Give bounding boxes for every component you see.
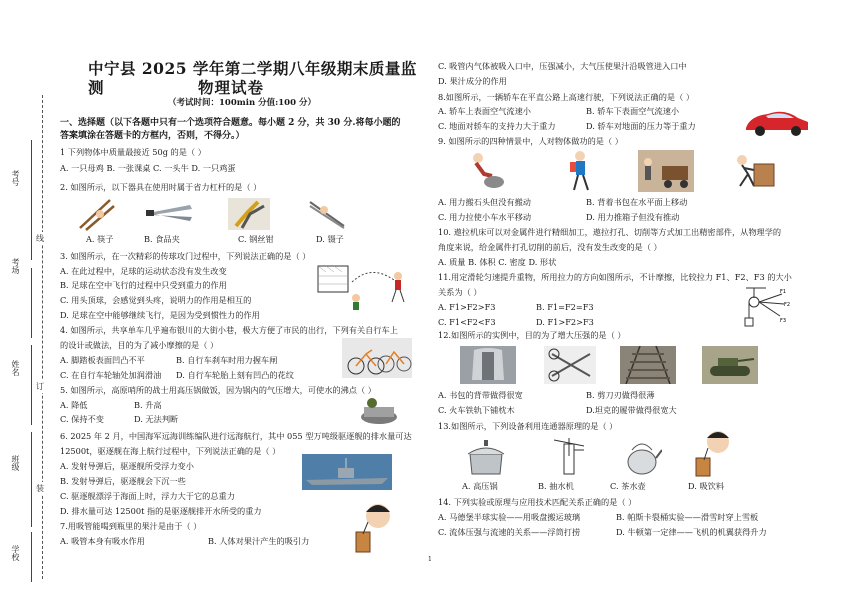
football-pass-image xyxy=(316,262,412,312)
q3-option-b[interactable]: B. 足球在空中飞行的过程中只受到重力的作用 xyxy=(60,280,227,290)
q9-stem: 9. 如图所示的四种情景中，人对物体做功的是（ ） xyxy=(438,136,623,146)
class-blank[interactable] xyxy=(31,432,32,527)
room-blank[interactable] xyxy=(31,268,32,338)
section1-heading xyxy=(60,117,420,143)
q7-option-a[interactable]: A. 吸管本身有吸水作用 xyxy=(60,536,145,546)
name-label: 姓名 xyxy=(11,360,20,376)
food-tongs-image xyxy=(146,200,196,226)
q12-option-b[interactable]: B. 剪刀刃做得很薄 xyxy=(586,390,655,400)
q13-option-d[interactable]: D. 吸饮料 xyxy=(688,481,725,491)
name-blank[interactable] xyxy=(31,345,32,425)
page-number: 1 xyxy=(428,556,432,563)
q2-option-a[interactable]: A. 筷子 xyxy=(86,234,114,244)
q7-stem: 7.用吸管能喝到瓶里的果汁是由于（ ） xyxy=(60,521,202,531)
q12-option-a[interactable]: A. 书包的背带做得很宽 xyxy=(438,390,523,400)
room-label: 考场 xyxy=(11,258,20,274)
q13-option-b[interactable]: B. 抽水机 xyxy=(538,481,574,491)
q14-option-a[interactable]: A. 马德堡半球实验——用吸盘搬运玻璃 xyxy=(438,512,581,522)
tweezers-image xyxy=(308,196,348,232)
line-char: 线 xyxy=(36,234,44,243)
section1-heading-line2: 答案填涂在答题卡的方框内，否则，不得分。） xyxy=(60,131,245,142)
lifting-stone-image xyxy=(462,150,506,190)
q8-stem: 8.如图所示，一辆轿车在平直公路上高速行驶，下列说法正确的是（ ） xyxy=(438,92,695,102)
bind-char: 装 xyxy=(36,484,44,493)
q12-option-c[interactable]: C. 火车铁轨下铺枕木 xyxy=(438,405,515,415)
exam-subtitle: 物理试卷 xyxy=(198,78,265,97)
exam-meta: （考试时间：100min 分值:100 分） xyxy=(168,98,316,108)
q14-option-d[interactable]: D. 牛顿第一定律——飞机的机翼获得升力 xyxy=(616,527,767,537)
q9-option-a[interactable]: A. 用力搬石头但没有搬动 xyxy=(438,197,531,207)
q4-stem-line1: 4. 如图所示，共享单车几乎遍布银川的大街小巷，极大方便了市民的出行，下列有关自行车上 xyxy=(60,325,398,335)
pushing-box-image xyxy=(728,150,778,190)
q8-option-c[interactable]: C. 地面对轿车的支持力大于重力 xyxy=(438,121,556,131)
section1-heading-line1: 一、选择题（以下各题中只有一个选项符合题意。每小题 2 分，共 30 分.将每小题的 xyxy=(60,118,401,128)
pliers-image xyxy=(228,198,270,230)
q4-option-d[interactable]: D. 自行车轮胎上刻有凹凸的花纹 xyxy=(176,370,294,380)
q5-stem: 5. 如图所示，高原哨所的战士用高压锅做饭，因为锅内的气压增大，可使水的沸点（ ） xyxy=(60,385,376,395)
q11-option-d[interactable]: D. F1>F2>F3 xyxy=(536,317,594,327)
schoolbag-walking-image xyxy=(564,150,596,194)
tank-image xyxy=(702,346,758,384)
q13-option-c[interactable]: C. 茶水壶 xyxy=(610,481,646,491)
q4-option-a[interactable]: A. 脚踏板表面凹凸不平 xyxy=(60,355,145,365)
chopsticks-image xyxy=(76,196,116,232)
q7-option-c[interactable]: C. 吸管内气体被吸入口中，压强减小，大气压使果汁沿吸管进入口中 xyxy=(438,61,687,71)
q13-stem: 13.如图所示，下列设备利用连通器原理的是（ ） xyxy=(438,421,618,431)
water-pump-image xyxy=(550,436,590,480)
q10-options[interactable]: A. 质量 B. 体积 C. 密度 D. 形状 xyxy=(438,257,557,267)
class-label: 班级 xyxy=(11,455,20,471)
q11-option-a[interactable]: A. F1>F2>F3 xyxy=(438,302,496,312)
q13-option-a[interactable]: A. 高压锅 xyxy=(462,481,498,491)
q11-option-b[interactable]: B. F1=F2=F3 xyxy=(536,302,594,312)
school-label: 学校 xyxy=(11,545,20,561)
destroyer-image xyxy=(302,454,392,490)
q6-stem-line1: 6. 2025 年 2 月，中国海军远海训练编队进行远海航行，其中 055 型万吨级驱逐舰的排水量可达 xyxy=(60,431,412,441)
teapot-image xyxy=(622,436,662,478)
q14-option-b[interactable]: B. 帕斯卡裂桶实验——滑雪时穿上雪板 xyxy=(616,512,759,522)
q10-stem-line2: 角度来说，给金属件打孔切削的前后，没有发生改变的是（ ） xyxy=(438,242,662,252)
school-blank[interactable] xyxy=(31,532,32,582)
q9-option-b[interactable]: B. 背着书包在水平面上移动 xyxy=(586,197,688,207)
exam-title: 中宁县 2025 学年第二学期八年级期末质量监测 xyxy=(88,59,417,98)
q4-stem-line2: 的设计或做法，目的为了减小摩擦的是（ ） xyxy=(60,340,219,350)
pulling-cart-image xyxy=(638,150,694,192)
red-car-image xyxy=(742,104,812,138)
pressure-cooker-image xyxy=(462,436,510,478)
q6-stem-line2: 12500t，驱逐舰在海上航行过程中，下列说法正确的是（ ） xyxy=(60,446,281,456)
q11-stem-line2: 关系为（ ） xyxy=(438,287,482,297)
pulley-label-f2: F2 xyxy=(784,302,791,308)
binding-margin xyxy=(0,0,58,607)
q9-option-d[interactable]: D. 用力推箱子但没有推动 xyxy=(586,212,680,222)
q8-option-b[interactable]: B. 轿车下表面空气流速小 xyxy=(586,106,680,116)
q5-option-d[interactable]: D. 无法判断 xyxy=(134,414,179,424)
q9-option-c[interactable]: C. 用力拉使小车水平移动 xyxy=(438,212,532,222)
q6-option-a[interactable]: A. 发射导弹后，驱逐舰所受浮力变小 xyxy=(60,461,194,471)
q3-stem: 3. 如图所示，在一次精彩的传球攻门过程中，下列说法正确的是（ ） xyxy=(60,251,311,261)
q4-option-b[interactable]: B. 自行车刹车时用力握车闸 xyxy=(176,355,278,365)
q2-option-d[interactable]: D. 镊子 xyxy=(316,234,344,244)
q1-stem: 1 下列物体中质量最接近 50g 的是（ ） xyxy=(60,147,206,157)
exam-no-blank[interactable] xyxy=(31,140,32,260)
q3-option-d[interactable]: D. 足球在空中能够继续飞行，是因为受到惯性力的作用 xyxy=(60,310,260,320)
q10-stem-line1: 10. 遨拉机床可以对金属件进行精细加工，遨拉打孔、切削等方式加工出精密部件，从物理学的 xyxy=(438,227,782,237)
boy-drink-image xyxy=(690,428,736,478)
q11-option-c[interactable]: C. F1<F2<F3 xyxy=(438,317,496,327)
q5-option-c[interactable]: C. 保持不变 xyxy=(60,414,104,424)
shared-bikes-image xyxy=(342,338,412,378)
q5-option-a[interactable]: A. 降低 xyxy=(60,400,88,410)
q12-stem: 12.如图所示的实例中，目的为了增大压强的是（ ） xyxy=(438,330,626,340)
q6-option-c[interactable]: C. 驱逐舰漂浮于海面上时，浮力大于它的总重力 xyxy=(60,491,235,501)
binding-line xyxy=(42,95,43,579)
pulley-label-f3: F3 xyxy=(780,318,787,324)
q2-stem: 2. 如图所示，以下器具在使用时属于省力杠杆的是（ ） xyxy=(60,182,262,192)
q8-option-d[interactable]: D. 轿车对地面的压力等于重力 xyxy=(586,121,696,131)
exam-no-label: 考号 xyxy=(11,170,20,186)
q6-option-d[interactable]: D. 排水量可达 12500t 指的是驱逐舰排开水所受的重力 xyxy=(60,506,262,516)
q2-option-c[interactable]: C. 钢丝钳 xyxy=(238,234,274,244)
railway-sleepers-image xyxy=(620,346,676,384)
q1-options[interactable]: A. 一只母鸡 B. 一张课桌 C. 一头牛 D. 一只鸡蛋 xyxy=(60,163,236,173)
boy-drinking-straw-image xyxy=(348,500,398,556)
q6-option-b[interactable]: B. 发射导弹后，驱逐舰会下沉一些 xyxy=(60,476,186,486)
q14-stem: 14. 下列实验或原理与应用技术匹配关系正确的是（ ） xyxy=(438,497,637,507)
q3-option-a[interactable]: A. 在此过程中，足球的运动状态没有发生改变 xyxy=(60,266,227,276)
pulley-label-f1: F1 xyxy=(780,289,787,295)
q7-option-b[interactable]: B. 人体对果汁产生的吸引力 xyxy=(208,536,310,546)
pressure-cooker-soldier-image xyxy=(358,395,400,425)
q2-option-b[interactable]: B. 食品夹 xyxy=(144,234,180,244)
seal-char: 订 xyxy=(36,382,44,391)
q4-option-c[interactable]: C. 在自行车轮轴处加润滑油 xyxy=(60,370,162,380)
q14-option-c[interactable]: C. 流体压强与流速的关系——浮筒打捞 xyxy=(438,527,581,537)
schoolbag-strap-image xyxy=(460,346,516,384)
scissors-image xyxy=(544,346,596,384)
q7-option-d[interactable]: D. 果汁成分的作用 xyxy=(438,76,507,86)
q11-stem-line1: 11.用定滑轮匀速提升重物，所用拉力的方向如图所示，不计摩擦，比较拉力 F1、F2、F3 的大小 xyxy=(438,272,792,282)
fixed-pulley-diagram xyxy=(740,284,792,330)
q8-option-a[interactable]: A. 轿车上表面空气流速小 xyxy=(438,106,531,116)
q3-option-c[interactable]: C. 用头顶球，会感觉到头疼，说明力的作用是相互的 xyxy=(60,295,252,305)
q12-option-d[interactable]: D.坦克的履带做得很宽大 xyxy=(586,405,677,415)
q5-option-b[interactable]: B. 升高 xyxy=(134,400,162,410)
